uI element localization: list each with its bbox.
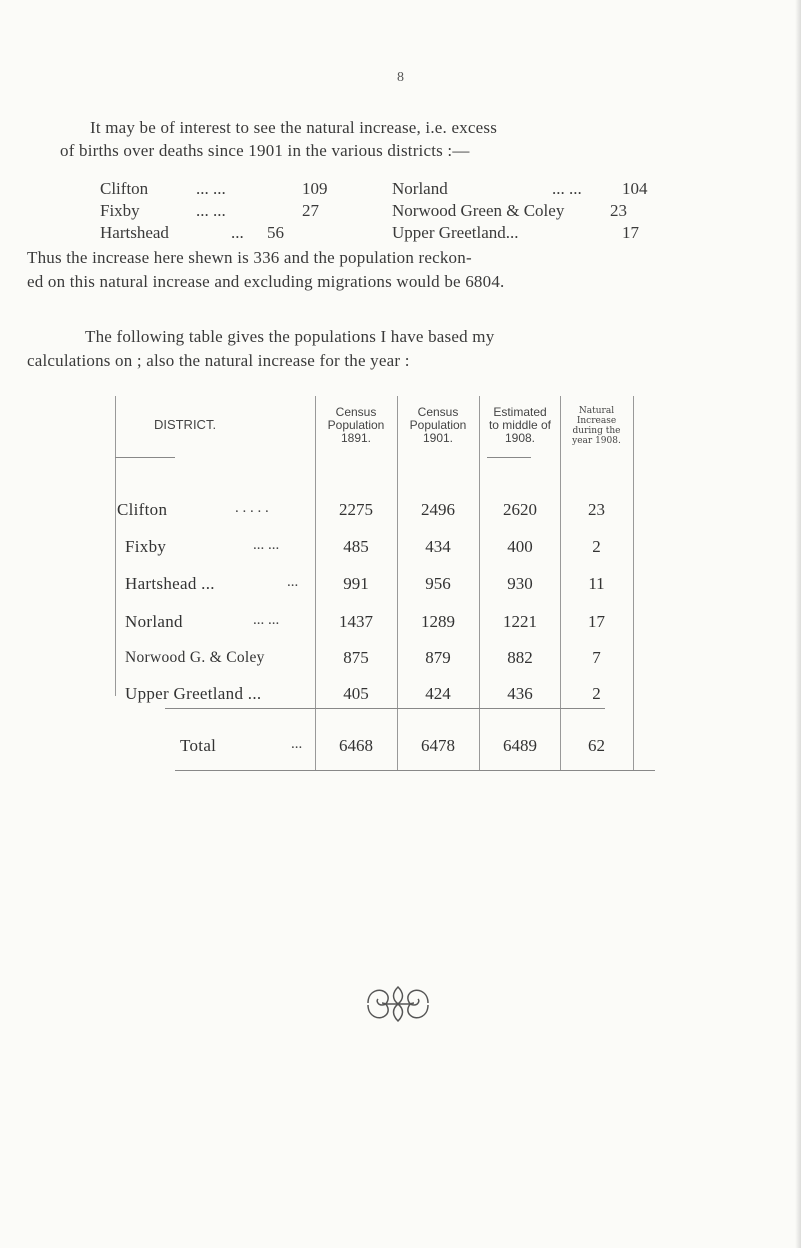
row-natural-increase: 17 (588, 612, 605, 631)
intro-line-2: of births over deaths since 1901 in the various districts :— (60, 141, 470, 160)
table-rule (175, 770, 655, 771)
summary-paragraph (27, 246, 767, 294)
header-text: during the (572, 426, 621, 436)
row-census-1891: 991 (343, 574, 369, 593)
header-text: Natural (578, 406, 615, 416)
district-dots: ... (231, 223, 244, 242)
district-increase-list (100, 178, 700, 244)
row-dots: . . . . . (235, 500, 269, 516)
table-rule (487, 457, 531, 458)
header-census-1891 (315, 406, 397, 445)
total-natural-increase: 62 (588, 736, 605, 755)
row-census-1901: 956 (425, 574, 451, 593)
following-line-2: calculations on ; also the natural increase for the year : (27, 351, 410, 370)
header-census-1901 (397, 406, 479, 445)
header-text: Population (409, 418, 467, 432)
table-rule (165, 708, 605, 709)
row-district: Clifton (117, 500, 168, 519)
row-district: Hartshead ... (125, 574, 215, 593)
row-census-1891: 2275 (339, 500, 373, 519)
district-increase-row (100, 222, 700, 244)
row-dots: ... (287, 574, 299, 590)
district-increase-row (100, 178, 700, 200)
row-census-1901: 1289 (421, 612, 455, 631)
total-dots: ... (291, 736, 303, 752)
intro-line-1: It may be of interest to see the natural increase, i.e. excess (90, 118, 498, 137)
row-census-1891: 485 (343, 537, 369, 556)
table-rule (633, 396, 634, 770)
row-district: Norwood G. & Coley (125, 649, 265, 666)
row-natural-increase: 23 (588, 500, 605, 519)
row-natural-increase: 2 (592, 537, 601, 556)
district-name: Clifton (100, 179, 149, 198)
header-text: Census (335, 405, 377, 419)
row-estimated: 930 (507, 574, 533, 593)
population-table (115, 396, 770, 770)
header-district: DISTRICT. (153, 417, 217, 432)
district-name: Hartshead (100, 223, 169, 242)
row-census-1891: 1437 (339, 612, 373, 631)
header-natural-increase (560, 406, 633, 446)
header-text: to middle of (488, 418, 552, 432)
district-name-2: Norland (392, 179, 448, 198)
row-census-1901: 2496 (421, 500, 455, 519)
row-district: Fixby (125, 537, 167, 556)
header-text: 1908. (504, 431, 536, 445)
district-value: 109 (302, 179, 328, 198)
header-text: Census (417, 405, 459, 419)
page-edge-shadow (795, 0, 801, 1248)
following-paragraph (27, 325, 767, 373)
district-name-2: Upper Greetland... (392, 223, 519, 242)
row-district: Upper Greetland ... (125, 684, 262, 703)
row-natural-increase: 2 (592, 684, 601, 703)
intro-paragraph (60, 116, 760, 162)
row-census-1891: 405 (343, 684, 369, 703)
table-rule (115, 396, 116, 696)
row-estimated: 1221 (503, 612, 537, 631)
table-rule (115, 457, 175, 458)
row-estimated: 2620 (503, 500, 537, 519)
district-value: 27 (302, 201, 319, 220)
header-text: 1901. (422, 431, 454, 445)
total-census-1901: 6478 (421, 736, 455, 755)
row-census-1901: 879 (425, 648, 451, 667)
district-increase-row (100, 200, 700, 222)
row-dots: ... ... (253, 612, 280, 628)
district-dots: ... ... (196, 201, 226, 220)
district-name: Fixby (100, 201, 140, 220)
total-label: Total (180, 736, 217, 755)
row-census-1901: 424 (425, 684, 451, 703)
header-estimated (479, 406, 561, 445)
district-value-2: 23 (610, 201, 627, 220)
printers-ornament (364, 983, 432, 1025)
header-text: year 1908. (572, 436, 621, 446)
row-census-1891: 875 (343, 648, 369, 667)
row-estimated: 882 (507, 648, 533, 667)
summary-line-2: ed on this natural increase and excluding migrations would be 6804. (27, 272, 505, 291)
district-value: 56 (267, 223, 284, 242)
total-estimated: 6489 (503, 736, 537, 755)
district-dots-2: ... ... (552, 179, 582, 198)
row-dots: ... ... (253, 537, 280, 553)
district-value-2: 104 (622, 179, 648, 198)
header-text: 1891. (340, 431, 372, 445)
total-census-1891: 6468 (339, 736, 373, 755)
district-dots: ... ... (196, 179, 226, 198)
row-census-1901: 434 (425, 537, 451, 556)
row-estimated: 400 (507, 537, 533, 556)
row-estimated: 436 (507, 684, 533, 703)
header-text: Increase (576, 416, 617, 426)
district-name-2: Norwood Green & Coley (392, 201, 565, 220)
row-district: Norland (125, 612, 183, 631)
district-value-2: 17 (622, 223, 639, 242)
page-number: 8 (397, 70, 404, 85)
row-natural-increase: 11 (588, 574, 605, 593)
header-text: Estimated (493, 405, 547, 419)
header-text: Population (327, 418, 385, 432)
following-line-1: The following table gives the populations I have based my (85, 327, 495, 346)
row-natural-increase: 7 (592, 648, 601, 667)
summary-line-1: Thus the increase here shewn is 336 and the population reckon- (27, 248, 472, 267)
